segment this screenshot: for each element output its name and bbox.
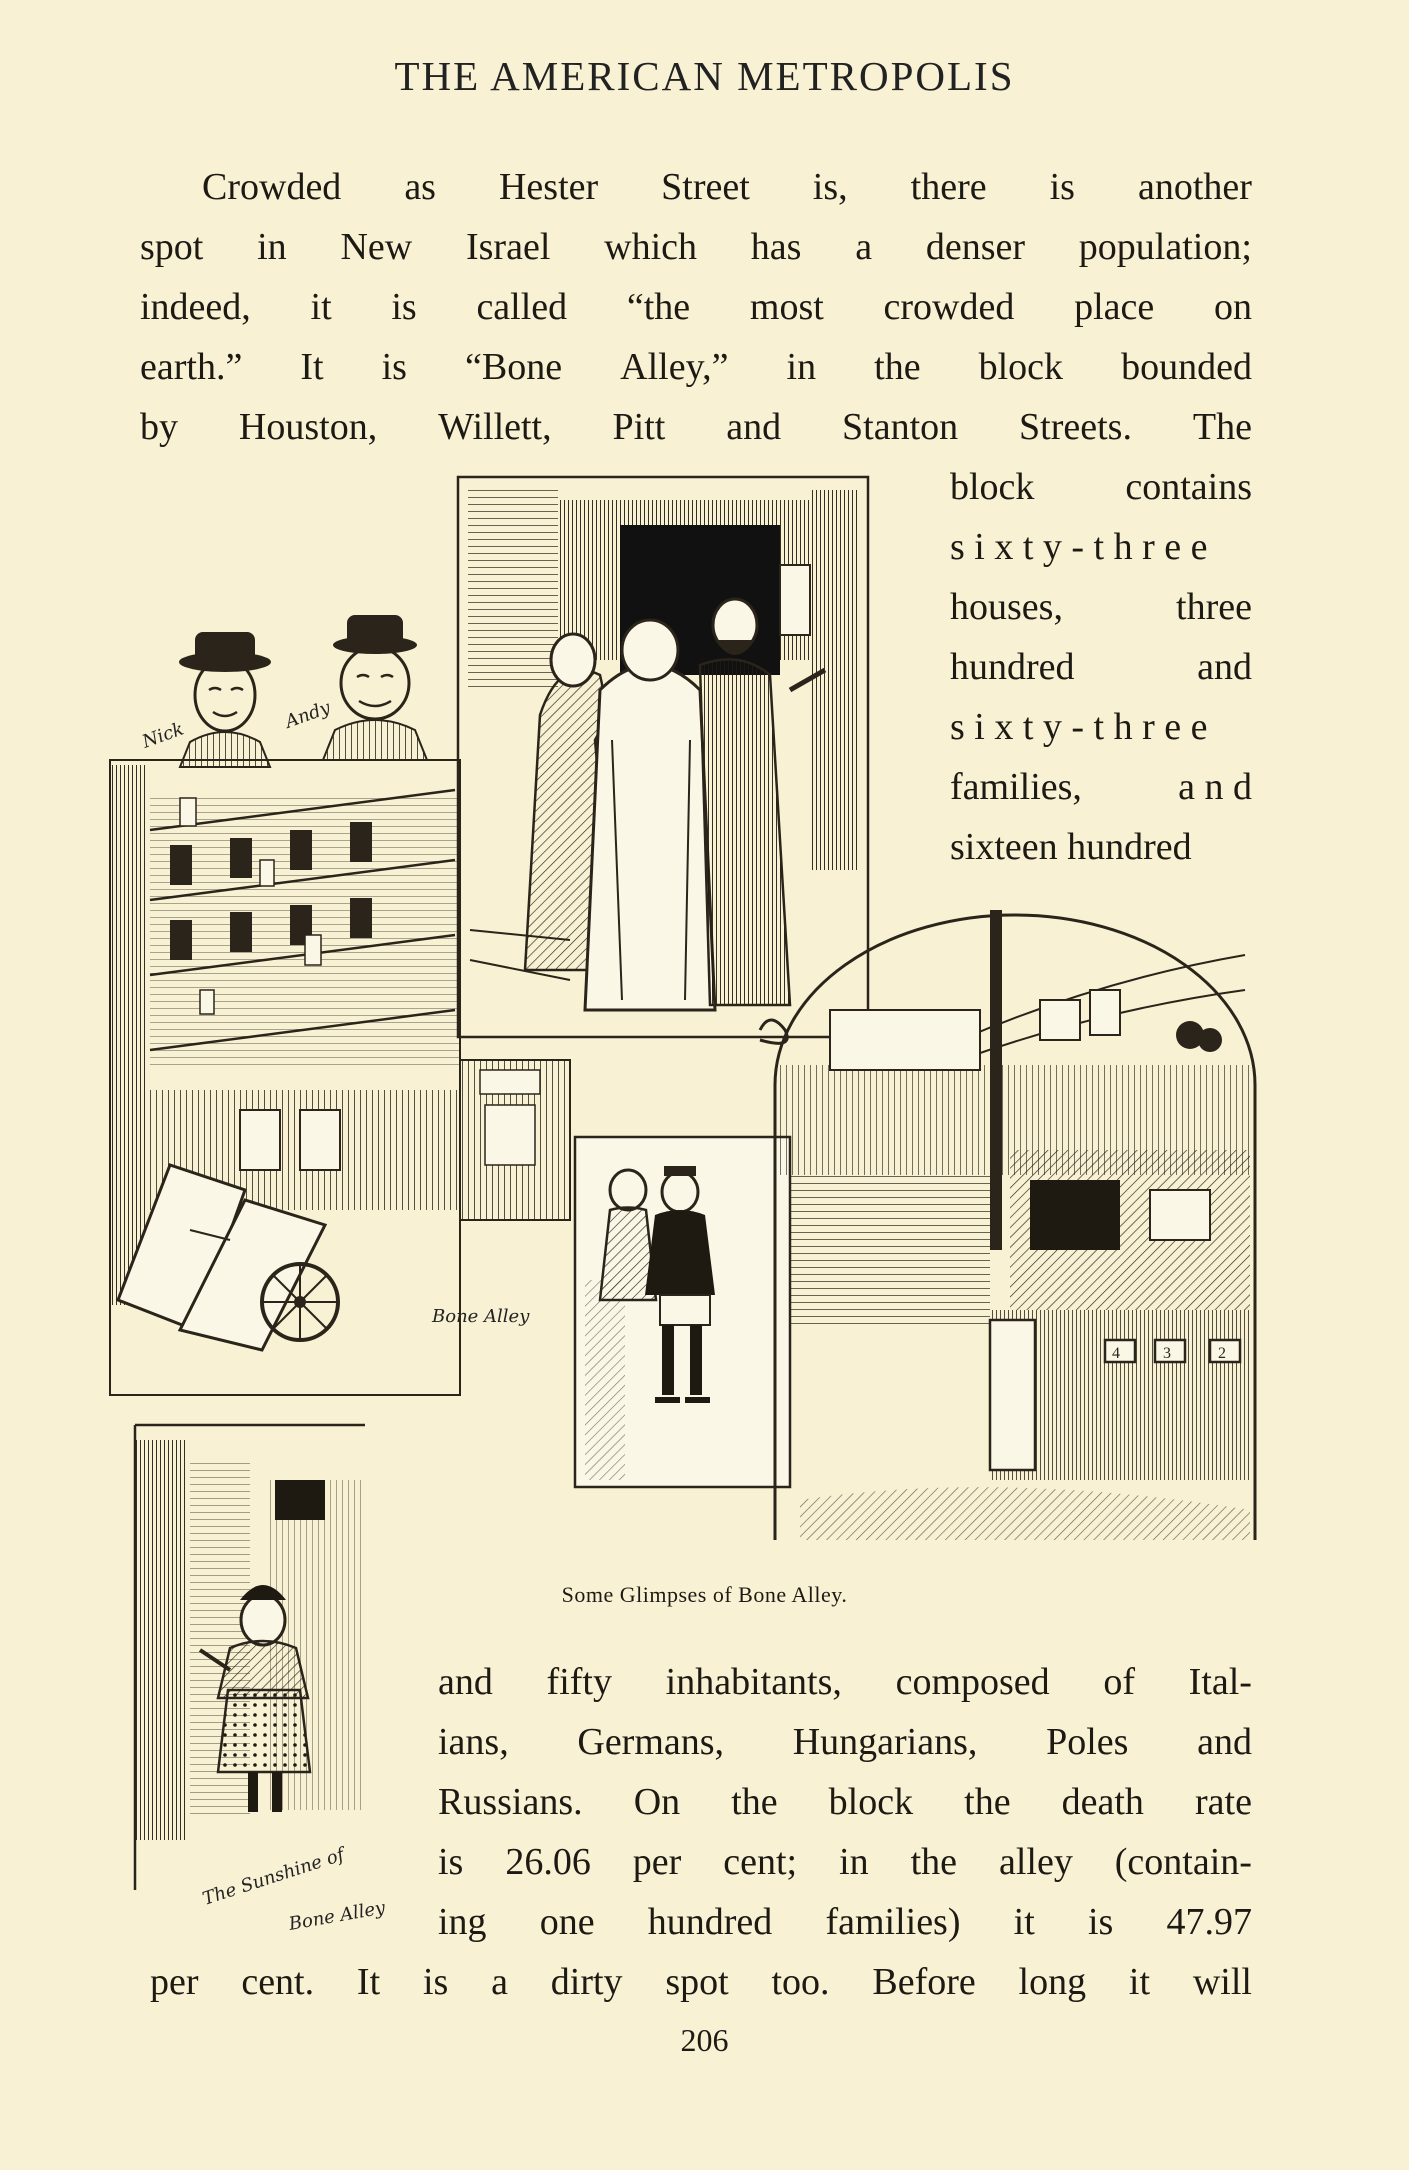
word: Germans, xyxy=(577,1721,725,1763)
word: hundred xyxy=(647,1901,773,1943)
word: Streets. xyxy=(1019,406,1132,448)
word: in xyxy=(839,1841,869,1883)
word: ians, xyxy=(438,1721,509,1763)
word: is xyxy=(1049,166,1075,208)
word: houses, xyxy=(950,586,1063,628)
word: by xyxy=(140,406,178,448)
word: cent; xyxy=(723,1841,798,1883)
word: indeed, xyxy=(140,286,251,328)
label-andy: Andy xyxy=(282,697,334,733)
svg-text:4: 4 xyxy=(1112,1345,1120,1362)
word: New xyxy=(340,226,413,268)
label-sunshine-1: The Sunshine of xyxy=(200,1844,347,1910)
backyard-arch-sketch xyxy=(775,910,1255,1540)
word: the xyxy=(731,1781,778,1823)
word: as xyxy=(404,166,436,208)
word: long xyxy=(1018,1961,1087,2003)
word: a xyxy=(491,1961,508,2003)
word: s i x t y - t h r e e xyxy=(950,526,1208,568)
word: The xyxy=(1192,406,1252,448)
word: of xyxy=(1103,1661,1135,1703)
word: on xyxy=(1213,286,1252,328)
word: inhabitants, xyxy=(665,1661,842,1703)
label-sunshine-2: Bone Alley xyxy=(287,1897,387,1935)
word: is xyxy=(438,1841,464,1883)
word: hundred xyxy=(950,646,1075,688)
word: Crowded xyxy=(202,166,342,208)
word: population; xyxy=(1078,226,1252,268)
word: is xyxy=(391,286,417,328)
word: “the xyxy=(626,286,691,328)
word: the xyxy=(910,1841,958,1883)
word: which xyxy=(604,226,698,268)
word: is xyxy=(381,346,407,388)
word: Ital- xyxy=(1188,1661,1252,1703)
word: per xyxy=(150,1961,199,2003)
label-bone-alley: Bone Alley xyxy=(432,1306,530,1327)
word: Poles xyxy=(1046,1721,1129,1763)
word: and xyxy=(1197,1721,1252,1763)
word: too. xyxy=(771,1961,830,2003)
word: dirty xyxy=(550,1961,623,2003)
word: and xyxy=(438,1661,493,1703)
word: Pitt xyxy=(612,406,666,448)
children-sketch xyxy=(575,1137,790,1487)
doorway-scene-sketch xyxy=(458,477,868,1043)
word: It xyxy=(300,346,324,388)
page-number: 206 xyxy=(680,2022,729,2058)
nick-andy-sketch xyxy=(139,615,427,767)
word: Russians. xyxy=(438,1781,583,1823)
word: earth.” xyxy=(140,346,243,388)
girl-sunshine-sketch xyxy=(135,1425,388,1935)
word: Hester xyxy=(498,166,599,208)
word: most xyxy=(749,286,824,328)
word: composed xyxy=(895,1661,1050,1703)
word: “Bone xyxy=(465,346,563,388)
word: block xyxy=(950,466,1035,508)
word: families) xyxy=(825,1901,961,1943)
word: a xyxy=(855,226,873,268)
svg-text:3: 3 xyxy=(1163,1345,1171,1362)
word: three xyxy=(1176,586,1252,628)
word: is xyxy=(422,1961,449,2003)
word: it xyxy=(1128,1961,1151,2003)
word: Before xyxy=(872,1961,976,2003)
word: s i x t y - t h r e e xyxy=(950,706,1208,748)
word: families, xyxy=(950,766,1082,808)
word: there xyxy=(910,166,987,208)
word: is xyxy=(1087,1901,1114,1943)
word: in xyxy=(257,226,287,268)
word: bounded xyxy=(1121,346,1252,388)
shopfront-sketch xyxy=(460,1060,570,1220)
word: Hungarians, xyxy=(792,1721,978,1763)
word: It xyxy=(356,1961,381,2003)
word: 47.97 xyxy=(1166,1901,1252,1943)
word: the xyxy=(874,346,921,388)
word: rate xyxy=(1194,1781,1252,1823)
word: the xyxy=(964,1781,1011,1823)
word: On xyxy=(633,1781,681,1823)
word: a n d xyxy=(1178,766,1252,808)
word: ing xyxy=(438,1901,487,1943)
word: block xyxy=(978,346,1064,388)
word: it xyxy=(1013,1901,1035,1943)
word: called xyxy=(476,286,568,328)
word: one xyxy=(539,1901,595,1943)
word: spot xyxy=(140,226,204,268)
word: contains xyxy=(1125,466,1252,508)
word: Houston, xyxy=(238,406,378,448)
word: per xyxy=(632,1841,682,1883)
running-head: THE AMERICAN METROPOLIS xyxy=(394,53,1015,99)
word: Street xyxy=(661,166,750,208)
word: alley xyxy=(998,1841,1073,1883)
word: fifty xyxy=(546,1661,612,1703)
word: and xyxy=(726,406,782,448)
word: it xyxy=(310,286,332,328)
word: has xyxy=(750,226,802,268)
word: denser xyxy=(925,226,1026,268)
svg-text:2: 2 xyxy=(1218,1345,1226,1362)
word: Stanton xyxy=(842,406,959,448)
word: and xyxy=(1197,646,1252,688)
word: cent. xyxy=(241,1961,315,2003)
word: 26.06 xyxy=(505,1841,591,1883)
figure-caption: Some Glimpses of Bone Alley. xyxy=(561,1582,848,1607)
word: (contain- xyxy=(1114,1841,1252,1883)
word: will xyxy=(1192,1961,1252,2003)
word: in xyxy=(786,346,817,388)
word: Willett, xyxy=(438,406,552,448)
word: Alley,” xyxy=(620,346,729,388)
word: block xyxy=(828,1781,914,1823)
word: is, xyxy=(812,166,848,208)
word: crowded xyxy=(883,286,1015,328)
word: place xyxy=(1074,286,1155,328)
label-nick: Nick xyxy=(139,718,187,753)
word: another xyxy=(1137,166,1252,208)
word: Israel xyxy=(465,226,551,268)
word: death xyxy=(1061,1781,1144,1823)
word: sixteen hundred xyxy=(950,826,1192,868)
word: spot xyxy=(665,1961,729,2003)
